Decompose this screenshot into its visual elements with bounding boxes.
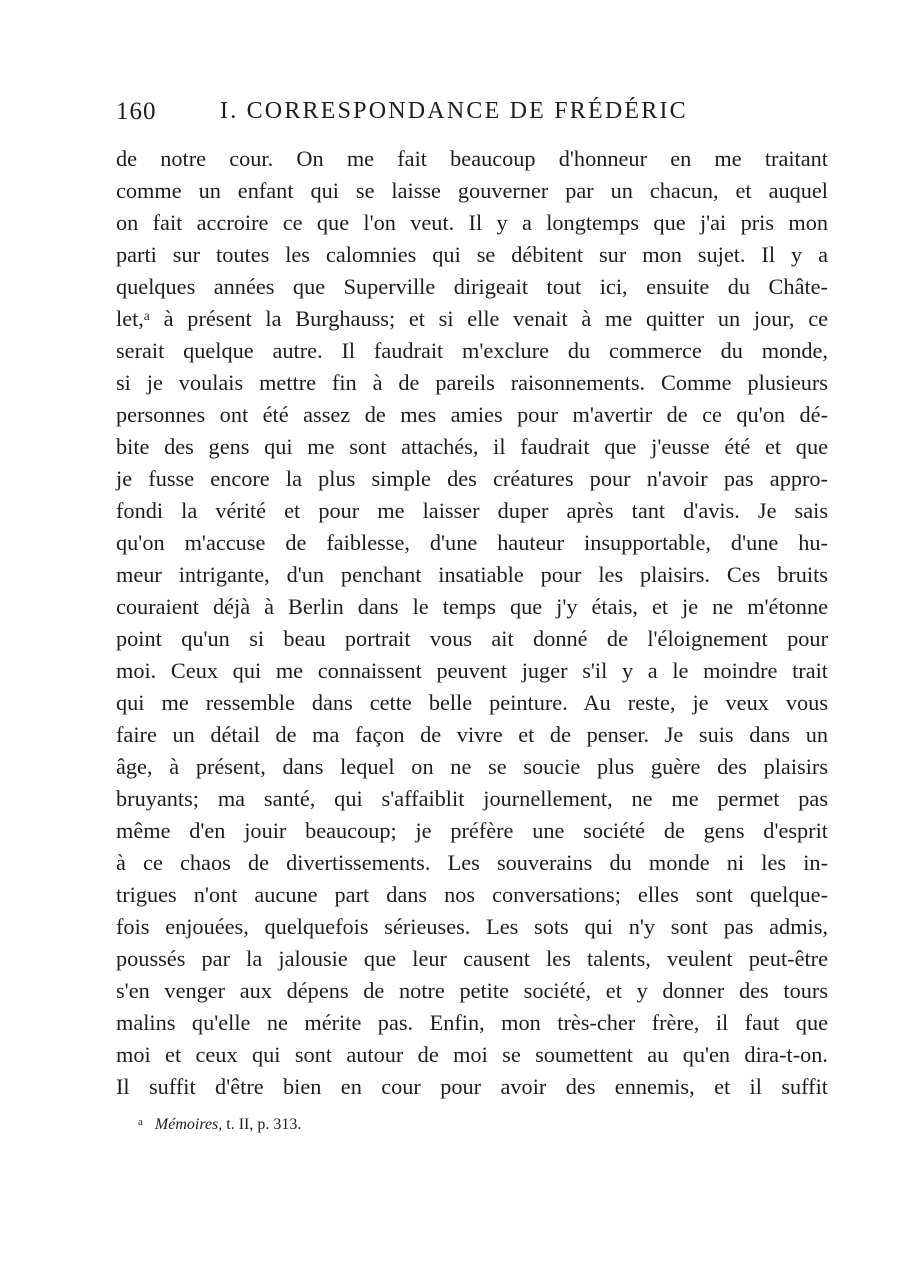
text-line: couraient déjà à Berlin dans le temps que j'y étais, et je ne m'étonne	[116, 594, 828, 619]
text-line: moi. Ceux qui me connaissent peuvent juger s'il y a le moindre trait	[116, 658, 828, 683]
text-line: qui me ressemble dans cette belle peinture. Au reste, je veux vous	[116, 690, 828, 715]
text-line: je fusse encore la plus simple des créatures pour n'avoir pas appro-	[116, 466, 828, 491]
footnote-work-title: Mémoires,	[154, 1116, 223, 1133]
text-line: malins qu'elle ne mérite pas. Enfin, mon très-cher frère, il faut que	[116, 1010, 828, 1035]
text-line: faire un détail de ma façon de vivre et de penser. Je suis dans un	[116, 722, 828, 747]
text-line: quelques années que Superville dirigeait tout ici, ensuite du Châte-	[116, 274, 828, 299]
text-line: poussés par la jalousie que leur causent les talents, veulent peut-être	[116, 946, 828, 971]
page-number: 160	[116, 98, 157, 125]
text-line: fois enjouées, quelquefois sérieuses. Les sots qui n'y sont pas admis,	[116, 914, 828, 939]
text-line: personnes ont été assez de mes amies pour m'avertir de ce qu'on dé-	[116, 402, 828, 427]
text-line: s'en venger aux dépens de notre petite société, et y donner des tours	[116, 978, 828, 1003]
text-line: à ce chaos de divertissements. Les souverains du monde ni les in-	[116, 850, 828, 875]
text-line: de notre cour. On me fait beaucoup d'honneur en me traitant	[116, 146, 828, 171]
body-text	[116, 143, 828, 1103]
text-line: let,ᵃ à présent la Burghauss; et si elle venait à me quitter un jour, ce	[116, 306, 828, 331]
text-line: âge, à présent, dans lequel on ne se soucie plus guère des plaisirs	[116, 754, 828, 779]
text-line: parti sur toutes les calomnies qui se débitent sur mon sujet. Il y a	[116, 242, 828, 267]
text-line: qu'on m'accuse de faiblesse, d'une hauteur insupportable, d'une hu-	[116, 530, 828, 555]
footnote-marker: a	[138, 1116, 143, 1128]
text-line: bite des gens qui me sont attachés, il faudrait que j'eusse été et que	[116, 434, 828, 459]
text-line: même d'en jouir beaucoup; je préfère une société de gens d'esprit	[116, 818, 828, 843]
text-line: Il suffit d'être bien en cour pour avoir des ennemis, et il suffit	[116, 1074, 828, 1099]
text-line: meur intrigante, d'un penchant insatiable pour les plaisirs. Ces bruits	[116, 562, 828, 587]
text-line: moi et ceux qui sont autour de moi se soumettent au qu'en dira-t-on.	[116, 1042, 828, 1067]
footnote-reference: t. II, p. 313.	[226, 1116, 302, 1133]
footnote	[138, 1110, 301, 1137]
running-head	[116, 98, 836, 132]
text-line: bruyants; ma santé, qui s'affaiblit journellement, ne me permet pas	[116, 786, 828, 811]
running-title: I. CORRESPONDANCE DE FRÉDÉRIC	[220, 98, 688, 124]
text-line: on fait accroire ce que l'on veut. Il y a longtemps que j'ai pris mon	[116, 210, 828, 235]
text-line: serait quelque autre. Il faudrait m'exclure du commerce du monde,	[116, 338, 828, 363]
text-line: point qu'un si beau portrait vous ait donné de l'éloignement pour	[116, 626, 828, 651]
text-line: comme un enfant qui se laisse gouverner par un chacun, et auquel	[116, 178, 828, 203]
text-line: fondi la vérité et pour me laisser duper après tant d'avis. Je sais	[116, 498, 828, 523]
text-line: trigues n'ont aucune part dans nos conversations; elles sont quelque-	[116, 882, 828, 907]
text-line: si je voulais mettre fin à de pareils raisonnements. Comme plusieurs	[116, 370, 828, 395]
